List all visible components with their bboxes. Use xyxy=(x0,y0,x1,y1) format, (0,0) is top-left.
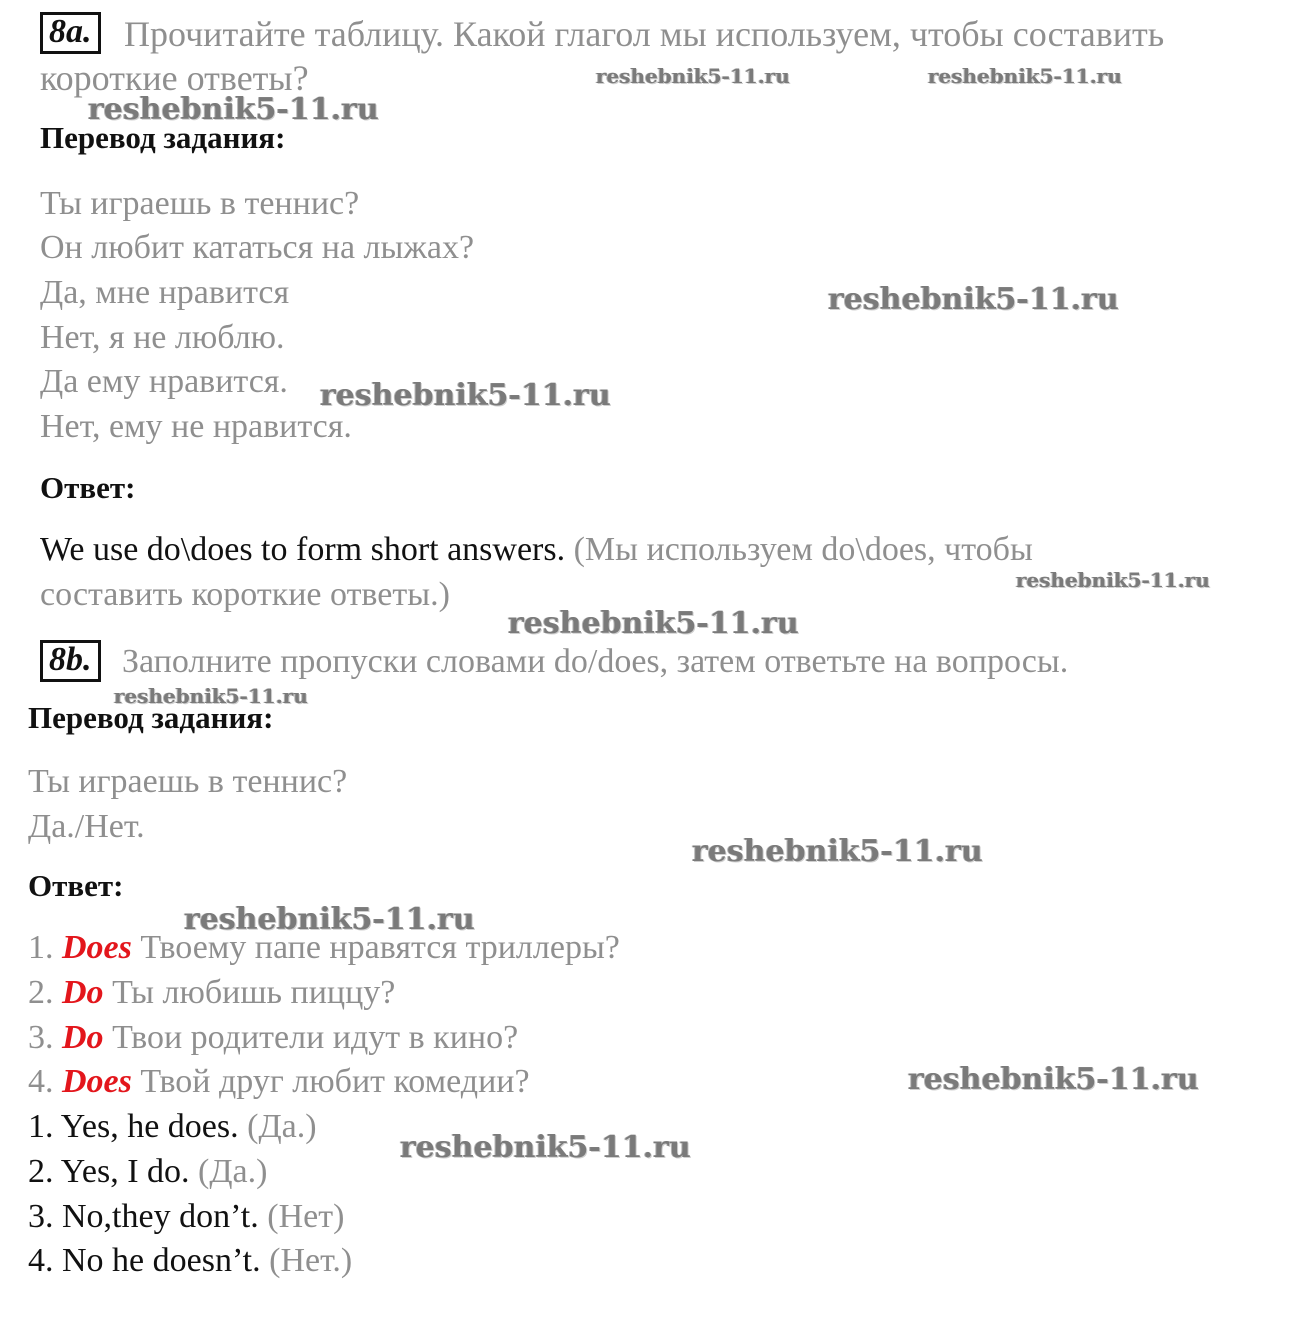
question-number: 3. xyxy=(28,1019,54,1056)
translation-line: Нет, я не люблю. xyxy=(40,319,285,356)
answer-english: 3. No,they don’t. xyxy=(28,1198,259,1235)
watermark: reshebnik5-11.ru xyxy=(828,282,1119,317)
translation-line: Ты играешь в теннис? xyxy=(40,185,360,222)
watermark: reshebnik5-11.ru xyxy=(596,64,790,88)
answer-line xyxy=(40,528,1033,572)
translation-line: Нет, ему не нравится. xyxy=(40,408,352,445)
task-instruction: Прочитайте таблицу. Какой глагол мы используем, чтобы составить xyxy=(124,14,1165,54)
filled-verb: Do xyxy=(62,1019,104,1056)
watermark: reshebnik5-11.ru xyxy=(928,64,1122,88)
answer-russian: (Нет) xyxy=(267,1198,345,1235)
watermark: reshebnik5-11.ru xyxy=(1016,568,1210,592)
question-text: Ты любишь пиццу? xyxy=(112,974,396,1011)
translation-heading: Перевод задания: xyxy=(28,700,274,735)
translation-line: Да./Нет. xyxy=(28,808,145,845)
answer-heading: Ответ: xyxy=(28,868,124,903)
answer-english: 2. Yes, I do. xyxy=(28,1153,190,1190)
answer-russian: (Да.) xyxy=(247,1108,317,1145)
translation-line: Он любит кататься на лыжах? xyxy=(40,229,475,266)
question-line xyxy=(28,1016,518,1060)
answer-line xyxy=(28,1195,344,1239)
task-instruction: Заполните пропуски словами do/does, затем ответьте на вопросы. xyxy=(122,643,1069,680)
question-number: 2. xyxy=(28,974,54,1011)
answer-line xyxy=(28,1239,352,1283)
watermark: reshebnik5-11.ru xyxy=(88,92,379,127)
watermark: reshebnik5-11.ru xyxy=(184,902,475,937)
answer-line xyxy=(28,1105,317,1149)
question-number: 4. xyxy=(28,1063,54,1100)
translation-line: Да, мне нравится xyxy=(40,274,290,311)
answer-english: 1. Yes, he does. xyxy=(28,1108,239,1145)
watermark: reshebnik5-11.ru xyxy=(692,834,983,869)
question-text: Твой друг любит комедии? xyxy=(140,1063,530,1100)
answer-english: We use do\does to form short answers. xyxy=(40,531,566,568)
question-line xyxy=(28,971,395,1015)
answer-line xyxy=(28,1150,267,1194)
answer-russian: (Нет.) xyxy=(269,1242,353,1279)
watermark: reshebnik5-11.ru xyxy=(908,1062,1199,1097)
answer-russian: (Да.) xyxy=(198,1153,268,1190)
watermark: reshebnik5-11.ru xyxy=(320,378,611,413)
translation-heading: Перевод задания: xyxy=(40,120,286,155)
watermark: reshebnik5-11.ru xyxy=(508,606,799,641)
answer-heading: Ответ: xyxy=(40,470,136,505)
filled-verb: Does xyxy=(62,1063,132,1100)
task-instruction-continued: короткие ответы? xyxy=(40,58,309,98)
answer-russian-continued: составить короткие ответы.) xyxy=(40,576,450,613)
filled-verb: Do xyxy=(62,974,104,1011)
question-number: 1. xyxy=(28,929,54,966)
question-text: Твоему папе нравятся триллеры? xyxy=(140,929,620,966)
answer-english: 4. No he doesn’t. xyxy=(28,1242,261,1279)
question-line xyxy=(28,1060,530,1104)
watermark: reshebnik5-11.ru xyxy=(114,684,308,708)
translation-line: Да ему нравится. xyxy=(40,363,288,400)
task-number-badge: 8a. xyxy=(40,12,101,54)
question-text: Твои родители идут в кино? xyxy=(112,1019,519,1056)
filled-verb: Does xyxy=(62,929,132,966)
answer-russian: (Мы используем do\does, чтобы xyxy=(573,531,1033,568)
translation-line: Ты играешь в теннис? xyxy=(28,763,348,800)
task-number-badge: 8b. xyxy=(40,640,101,682)
watermark: reshebnik5-11.ru xyxy=(400,1130,691,1165)
